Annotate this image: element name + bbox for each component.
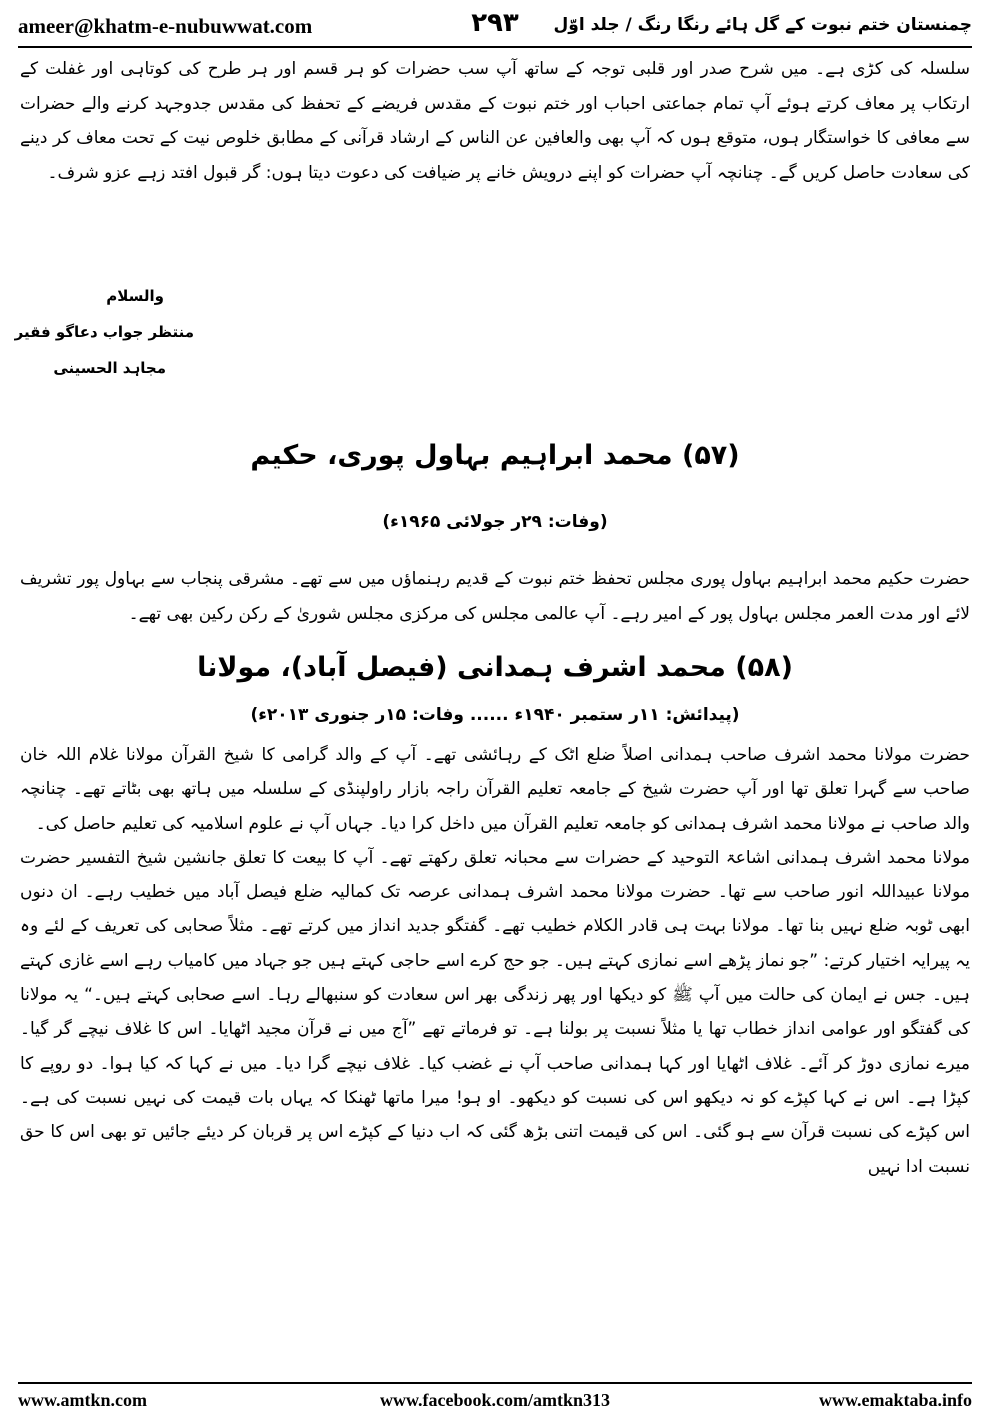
header-email: ameer@khatm-e-nubuwwat.com	[18, 14, 313, 38]
section-58-paragraph-2: مولانا محمد اشرف ہمدانی اشاعۃ التوحید کے حضرات سے محبانہ تعلق رکھتے تھے۔ آپ کا بیعت کا تعلق جانشین شیخ التفسیر حضرت مولانا عبیداللہ انور صاحب سے تھا۔ حضرت مولانا محمد اشرف ہمدانی عرصہ تک کمالیہ ضلع فیصل آباد میں خطیب رہے۔ ان دنوں ابھی ٹوبہ ضلع نہیں بنا تھا۔ مولانا بہت ہی قادر الکلام خطیب تھے۔ گفتگو جدید انداز میں کرتے تھے۔ مثلاً صحابی کی تعریف کے لئے وہ یہ پیرایہ اختیار کرتے: ”جو نماز پڑھے اسے نمازی کہتے ہیں۔ جو حج کرے اسے حاجی کہتے ہیں جو جہاد میں کامیاب رہے اسے غازی کہتے ہیں۔ جس نے ایمان کی حالت میں آپ ﷺ کو دیکھا اور پھر زندگی بھر اس سعادت کو سنبھالے رہا۔ اسے صحابی کہتے ہیں۔“ یہ مولانا کی گفتگو اور عوامی انداز خطاب تھا یا مثلاً نسبت پر بولنا ہے۔ تو فرماتے تھے ”آج میں نے قرآن مجید اٹھایا۔ اس کا غلاف نیچے گر گیا۔ میرے نمازی دوڑ کر آئے۔ غلاف اٹھایا اور کہا ہمدانی صاحب آپ نے غضب کیا۔ غلاف نیچے گرا دیا۔ میں نے کہا کہ کیا ہوا۔ دو روپے کا کپڑا ہے۔ اس نے کہا کپڑے کو نہ دیکھو اس کی نسبت کو دیکھو۔ او ہو! میرا ماتھا ٹھنکا کہ یہاں بات قیمت کی نہیں نسبت کی ہے۔ اس کپڑے کی نسبت قرآن سے ہو گئی۔ اس کی قیمت اتنی بڑھ گئی کہ اب دنیا کے کپڑے اس پر قربان کر دیئے جائیں تو بھی اس کا حق نسبت ادا نہیں	[20, 847, 970, 1177]
section-58-paragraph-1: حضرت مولانا محمد اشرف صاحب ہمدانی اصلاً ضلع اٹک کے رہائشی تھے۔ آپ کے والد گرامی کا شیخ القرآن مولانا غلام اللہ خان صاحب سے گہرا تعلق تھا اور آپ حضرت شیخ کے جامعہ تعلیم القرآن راجہ بازار راولپنڈی کے سلسلہ میں ہاتھ بھی بٹاتے تھے۔ چنانچہ والد صاحب نے مولانا محمد اشرف ہمدانی کو جامعہ تعلیم القرآن میں داخل کرا دیا۔ جہاں آپ نے علوم اسلامیہ کی تعلیم حاصل کی۔	[20, 745, 970, 834]
section-57-paragraph: حضرت حکیم محمد ابراہیم بہاول پوری مجلس تحفظ ختم نبوت کے قدیم رہنماؤں میں سے تھے۔ مشرقی پنجاب سے بہاول پور تشریف لائے اور مدت العمر مجلس بہاول پور کے امیر رہے۔ آپ عالمی مجلس کی مرکزی مجلس شوریٰ کے رکن رکین بھی تھے۔	[20, 569, 970, 624]
footer-rule	[18, 1382, 972, 1384]
page-header	[18, 8, 972, 42]
section-57-dates: (وفات: ۲۹ر جولائی ۱۹۶۵ء)	[382, 512, 608, 532]
section-58-dates: (پیدائش: ۱۱ر ستمبر ۱۹۴۰ء ...... وفات: ۱۵ر جنوری ۲۰۱۳ء)	[250, 705, 740, 725]
signature-closing: منتظر جواب دعاگو فقیر	[14, 323, 194, 341]
header-rule	[18, 46, 972, 48]
signature-name: مجاہد الحسینی	[53, 359, 166, 377]
page-footer	[18, 1390, 972, 1416]
section-58-heading: (۵۸) محمد اشرف ہمدانی (فیصل آباد)، مولانا	[197, 652, 793, 683]
intro-paragraph: سلسلہ کی کڑی ہے۔ میں شرح صدر اور قلبی توجہ کے ساتھ آپ سب حضرات کو ہر قسم اور ہر طرح کی کوتاہی اور غفلت کے ارتکاب پر معاف کرتے ہوئے آپ تمام جماعتی احباب اور ختم نبوت کے مقدس فریضے کے تحفظ کی مقدس جدوجہد کرنے والے حضرات سے معافی کا خواستگار ہوں، متوقع ہوں کہ آپ بھی والعافین عن الناس کے ارشاد قرآنی کے مطابق خلوص نیت کے تحت معاف کر دینے کی سعادت حاصل کریں گے۔ چنانچہ آپ حضرات کو اپنے درویش خانے پر ضیافت کی دعوت دیتا ہوں: گر قبول افتد زہے عزو شرف۔	[20, 59, 970, 183]
book-title: چمنستان ختم نبوت کے گل ہائے رنگا رنگ / جلد اوّل	[553, 15, 972, 35]
section-58-body	[20, 738, 970, 1184]
signature-salutation: والسلام	[106, 287, 164, 305]
footer-link-emaktaba[interactable]: www.emaktaba.info	[818, 1390, 972, 1410]
signature-block	[14, 278, 194, 386]
section-57-heading: (۵۷) محمد ابراہیم بہاول پوری، حکیم	[250, 440, 740, 471]
footer-link-facebook[interactable]: www.facebook.com/amtkn313	[380, 1390, 610, 1410]
footer-link-amtkn[interactable]: www.amtkn.com	[18, 1390, 147, 1410]
intro-block	[20, 52, 970, 190]
section-57-body	[20, 562, 970, 631]
page-number: ۲۹۳	[471, 8, 519, 38]
